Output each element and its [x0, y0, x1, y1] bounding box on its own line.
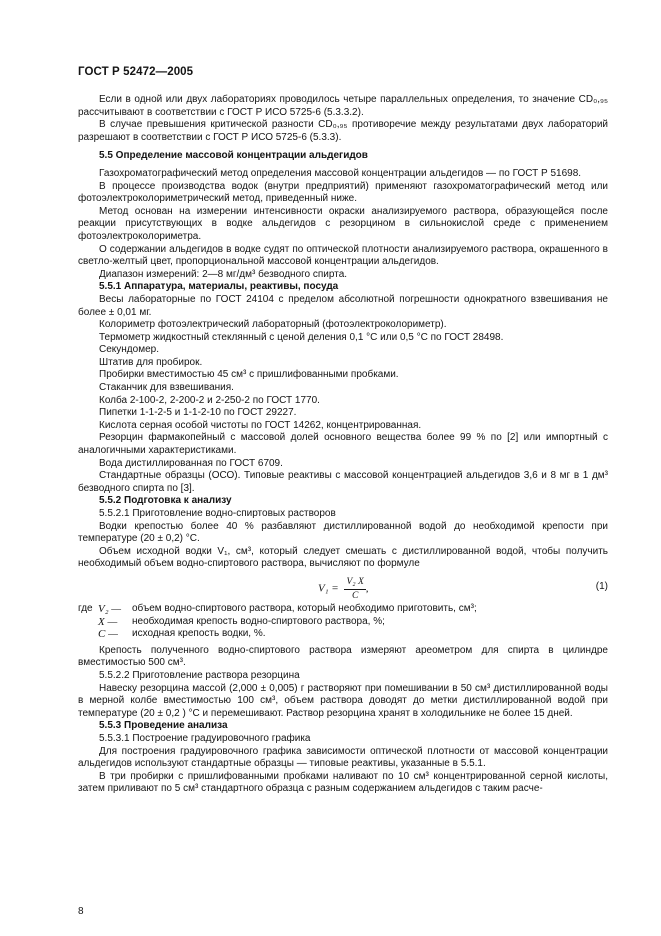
subsection-heading-5-5-2-2: 5.5.2.2 Приготовление раствора резорцина	[99, 669, 300, 681]
paragraph: Метод основан на измерении интенсивности окраски анализируемого раствора, образующейся после реакции присутствующих в водке альдегидов с резорцином в сильнокислой среде с применением фотоэлектроколориметра.	[78, 205, 608, 242]
paragraph: В процессе производства водок (внутри предприятий) применяют газохроматографический метод или фотоэлектроколориметрический метод, приведенный ниже.	[78, 180, 608, 205]
subsection-heading-5-5-2-1: 5.5.2.1 Приготовление водно-спиртовых растворов	[99, 508, 336, 519]
legend-row	[78, 628, 608, 641]
legend-text: необходимая крепость водно-спиртового раствора, %;	[132, 615, 385, 627]
paragraph: Секундомер.	[99, 344, 159, 356]
legend-row	[78, 616, 608, 629]
formula-fraction	[344, 576, 365, 602]
formula-denominator: C	[351, 590, 359, 601]
document-body	[78, 94, 608, 796]
paragraph: Объем исходной водки V₁, см³, который следует смешать с дистиллированной водой, чтобы получить необходимый объем водно-спиртового раствора, вычисляют по формуле	[78, 545, 608, 570]
section-heading-5-5-1: 5.5.1 Аппаратура, материалы, реактивы, посуда	[99, 281, 339, 293]
formula-tail: ,	[365, 582, 369, 595]
section-heading-5-5: 5.5 Определение массовой концентрации альдегидов	[99, 150, 368, 162]
paragraph: В три пробирки с пришлифованными пробками наливают по 10 см³ концентрированной серной кислоты, затем приливают по 5 см³ стандартного образца с разным содержанием альдегидов с таким расче-	[78, 770, 608, 795]
section-heading-5-5-2: 5.5.2 Подготовка к анализу	[99, 495, 232, 507]
paragraph: Стандартные образцы (ОСО). Типовые реактивы с массовой концентрацией альдегидов 3,6 и 8 мг в 1 дм³ безводного спирта по [3].	[78, 470, 608, 494]
paragraph: Диапазон измерений: 2—8 мг/дм³ безводного спирта.	[99, 268, 348, 280]
legend-symbol: C —	[98, 628, 118, 641]
formula-1	[78, 573, 608, 601]
paragraph: Колба 2-100-2, 2-200-2 и 2-250-2 по ГОСТ 1770.	[99, 394, 320, 406]
legend-text: исходная крепость водки, %.	[132, 628, 266, 640]
paragraph: Газохроматографический метод определения массовой концентрации альдегидов — по ГОСТ Р 51698.	[99, 167, 582, 179]
paragraph: Резорцин фармакопейный с массовой долей основного вещества более 99 % по [2] или импортный с аналогичными характеристиками.	[78, 432, 608, 457]
paragraph: Кислота серная особой чистоты по ГОСТ 14262, концентрированная.	[99, 419, 422, 431]
section-heading-5-5-3: 5.5.3 Проведение анализа	[99, 720, 228, 732]
paragraph: Пипетки 1-1-2-5 и 1-1-2-10 по ГОСТ 29227.	[99, 407, 297, 419]
formula-legend	[78, 603, 608, 641]
paragraph: О содержании альдегидов в водке судят по оптической плотности анализируемого раствора, окрашенного в светло-желтый цвет, пропорциональной массовой концентрации альдегидов.	[78, 243, 608, 268]
formula-numerator: V₂ X	[344, 576, 365, 590]
paragraph: Пробирки вместимостью 45 см³ с пришлифованными пробками.	[99, 369, 399, 381]
paragraph: Штатив для пробирок.	[99, 356, 203, 368]
paragraph: Навеску резорцина массой (2,000 ± 0,005) г растворяют при помешивании в 50 см³ дистиллированной воды в мерной колбе вместимостью 100 см³, объем раствора доводят до метки дистиллированной водой при температуре (20 ± 0,2 ) °С и перемешивают. Раствор резорцина хранят в холодильнике не более 15 дней.	[78, 682, 608, 719]
formula-expression	[318, 576, 369, 602]
paragraph: В случае превышения критической разности CD₀,₉₅ противоречие между результатами двух лабораторий разрешают в соответствии с ГОСТ Р ИСО 5725-6 (5.3.3).	[78, 119, 608, 143]
subsection-heading-5-5-3-1: 5.5.3.1 Построение градуировочного графика	[99, 732, 311, 744]
paragraph: Крепость полученного водно-спиртового раствора измеряют ареометром для спирта в цилиндре вместимостью 500 см³.	[78, 644, 608, 669]
formula-number: (1)	[595, 580, 608, 592]
paragraph: Колориметр фотоэлектрический лабораторный (фотоэлектроколориметр).	[99, 319, 447, 331]
legend-lead: где	[78, 602, 93, 614]
legend-row	[78, 603, 608, 616]
paragraph: Весы лабораторные по ГОСТ 24104 с пределом абсолютной погрешности однократного взвешивания не более ± 0,01 мг.	[78, 293, 608, 318]
legend-symbol: V₂ —	[98, 602, 122, 615]
paragraph: Водки крепостью более 40 % разбавляют дистиллированной водой до необходимой крепости при температуре (20 ± 0,2) °С.	[78, 520, 608, 545]
paragraph: Если в одной или двух лабораториях проводилось четыре параллельных определения, то значение CD₀,₉₅ рассчитывают в соответствии с ГОСТ Р ИСО 5725-6 (5.3.3.2).	[78, 94, 608, 118]
page-number: 8	[78, 906, 84, 917]
paragraph: Для построения градуировочного графика зависимости оптической плотности от массовой концентрации альдегидов используют стандартные образцы — типовые реактивы, указанные в 5.5.1.	[78, 745, 608, 770]
paragraph: Термометр жидкостный стеклянный с ценой деления 0,1 °С или 0,5 °С по ГОСТ 28498.	[99, 331, 504, 343]
standard-header: ГОСТ Р 52472—2005	[78, 66, 194, 78]
legend-text: объем водно-спиртового раствора, который необходимо приготовить, см³;	[132, 602, 477, 614]
legend-symbol: X —	[98, 615, 118, 628]
paragraph: Вода дистиллированная по ГОСТ 6709.	[99, 457, 283, 469]
paragraph: Стаканчик для взвешивания.	[99, 382, 234, 394]
formula-lhs: V₁ =	[318, 582, 339, 595]
